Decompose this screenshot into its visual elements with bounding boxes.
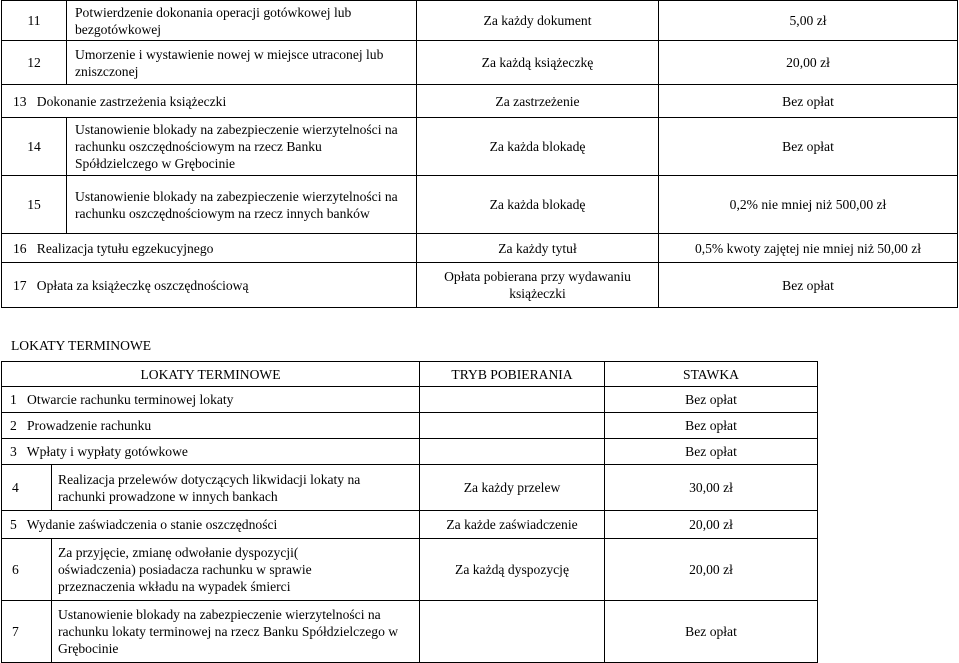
row-number: 4	[2, 465, 52, 511]
fee-table-term-deposits	[1, 361, 818, 663]
row-rate: 0,2% nie mniej niż 500,00 zł	[659, 176, 958, 234]
row-description: Dokonanie zastrzeżenia książeczki	[36, 93, 227, 109]
table-row	[2, 511, 818, 539]
row-rate: Bez opłat	[659, 118, 958, 176]
row-charge-mode	[420, 601, 605, 663]
header-tryb: TRYB POBIERANIA	[420, 362, 605, 387]
table-header-row	[2, 362, 818, 387]
table-row	[2, 234, 958, 263]
row-number: 13	[13, 93, 27, 109]
row-rate: Bez opłat	[605, 413, 818, 439]
row-number: 3	[10, 444, 17, 459]
row-rate: Bez opłat	[605, 601, 818, 663]
section-title: LOKATY TERMINOWE	[11, 338, 152, 353]
row-rate: 20,00 zł	[605, 511, 818, 539]
table-row	[2, 118, 958, 176]
row-rate: 20,00 zł	[659, 41, 958, 85]
table-row	[2, 41, 958, 85]
row-number: 6	[2, 539, 52, 601]
row-rate: Bez opłat	[659, 85, 958, 118]
row-charge-mode: Za każdą książeczkę	[417, 41, 659, 85]
row-number: 14	[2, 118, 67, 176]
row-description: Realizacja tytułu egzekucyjnego	[36, 240, 214, 256]
row-rate: Bez opłat	[659, 263, 958, 308]
table-row	[2, 539, 818, 601]
row-charge-mode	[420, 413, 605, 439]
row-charge-mode: Za każdy dokument	[417, 1, 659, 41]
table-row	[2, 176, 958, 234]
table-row	[2, 413, 818, 439]
row-charge-mode: Za każdy przelew	[420, 465, 605, 511]
row-charge-mode: Za każda blokadę	[417, 118, 659, 176]
row-description: Opłata za książeczkę oszczędnościową	[36, 277, 249, 293]
row-rate: Bez opłat	[605, 387, 818, 413]
row-number-description	[2, 511, 420, 539]
row-number: 11	[2, 1, 67, 41]
row-charge-mode: Za każde zaświadczenie	[420, 511, 605, 539]
row-charge-mode	[420, 439, 605, 465]
row-rate: 20,00 zł	[605, 539, 818, 601]
row-number: 17	[13, 277, 27, 293]
row-charge-mode: Opłata pobierana przy wydawaniu książeczki	[417, 263, 659, 308]
row-description: Prowadzenie rachunku	[27, 418, 152, 433]
row-description: Realizacja przelewów dotyczących likwidacji lokaty na rachunki prowadzone w innych bankach	[52, 465, 420, 511]
fee-table-savings	[1, 0, 958, 308]
header-stawka: STAWKA	[605, 362, 818, 387]
row-rate: 0,5% kwoty zajętej nie mniej niż 50,00 zł	[659, 234, 958, 263]
row-charge-mode: Za zastrzeżenie	[417, 85, 659, 118]
row-number-description	[2, 85, 417, 118]
table-row	[2, 439, 818, 465]
row-number: 1	[10, 392, 17, 407]
table-row	[2, 387, 818, 413]
header-lokaty: LOKATY TERMINOWE	[2, 362, 420, 387]
row-number: 12	[2, 41, 67, 85]
row-number: 2	[10, 418, 17, 433]
row-rate: Bez opłat	[605, 439, 818, 465]
row-charge-mode: Za każdy tytuł	[417, 234, 659, 263]
row-charge-mode: Za każda blokadę	[417, 176, 659, 234]
row-description: Ustanowienie blokady na zabezpieczenie wierzytelności na rachunku lokaty terminowej na rzecz Banku Spółdzielczego w Grębocinie	[52, 601, 420, 663]
row-number: 16	[13, 240, 27, 256]
row-description: Wpłaty i wypłaty gotówkowe	[26, 444, 188, 459]
row-rate: 30,00 zł	[605, 465, 818, 511]
row-description: Potwierdzenie dokonania operacji gotówkowej lub bezgotówkowej	[67, 1, 417, 41]
row-description: Ustanowienie blokady na zabezpieczenie wierzytelności na rachunku oszczędnościowym na rzecz innych banków	[67, 176, 417, 234]
row-number-description	[2, 234, 417, 263]
row-number-description	[2, 413, 420, 439]
table-row	[2, 85, 958, 118]
row-number-description	[2, 263, 417, 308]
row-charge-mode: Za każdą dyspozycję	[420, 539, 605, 601]
table-row	[2, 1, 958, 41]
table-row	[2, 601, 818, 663]
row-description: Umorzenie i wystawienie nowej w miejsce utraconej lub zniszczonej	[67, 41, 417, 85]
row-number-description	[2, 387, 420, 413]
row-description: Otwarcie rachunku terminowej lokaty	[27, 392, 234, 407]
row-number-description	[2, 439, 420, 465]
table-row	[2, 465, 818, 511]
row-rate: 5,00 zł	[659, 1, 958, 41]
row-number: 7	[2, 601, 52, 663]
row-description: Ustanowienie blokady na zabezpieczenie wierzytelności na rachunku oszczędnościowym na rzecz Banku Spółdzielczego w Grębocinie	[67, 118, 417, 176]
row-number: 5	[10, 517, 17, 532]
row-description: Za przyjęcie, zmianę odwołanie dyspozycji( oświadczenia) posiadacza rachunku w sprawie przeznaczenia wkładu na wypadek śmierci	[52, 539, 420, 601]
table-row	[2, 263, 958, 308]
row-description: Wydanie zaświadczenia o stanie oszczędności	[26, 517, 278, 532]
row-number: 15	[2, 176, 67, 234]
row-charge-mode	[420, 387, 605, 413]
